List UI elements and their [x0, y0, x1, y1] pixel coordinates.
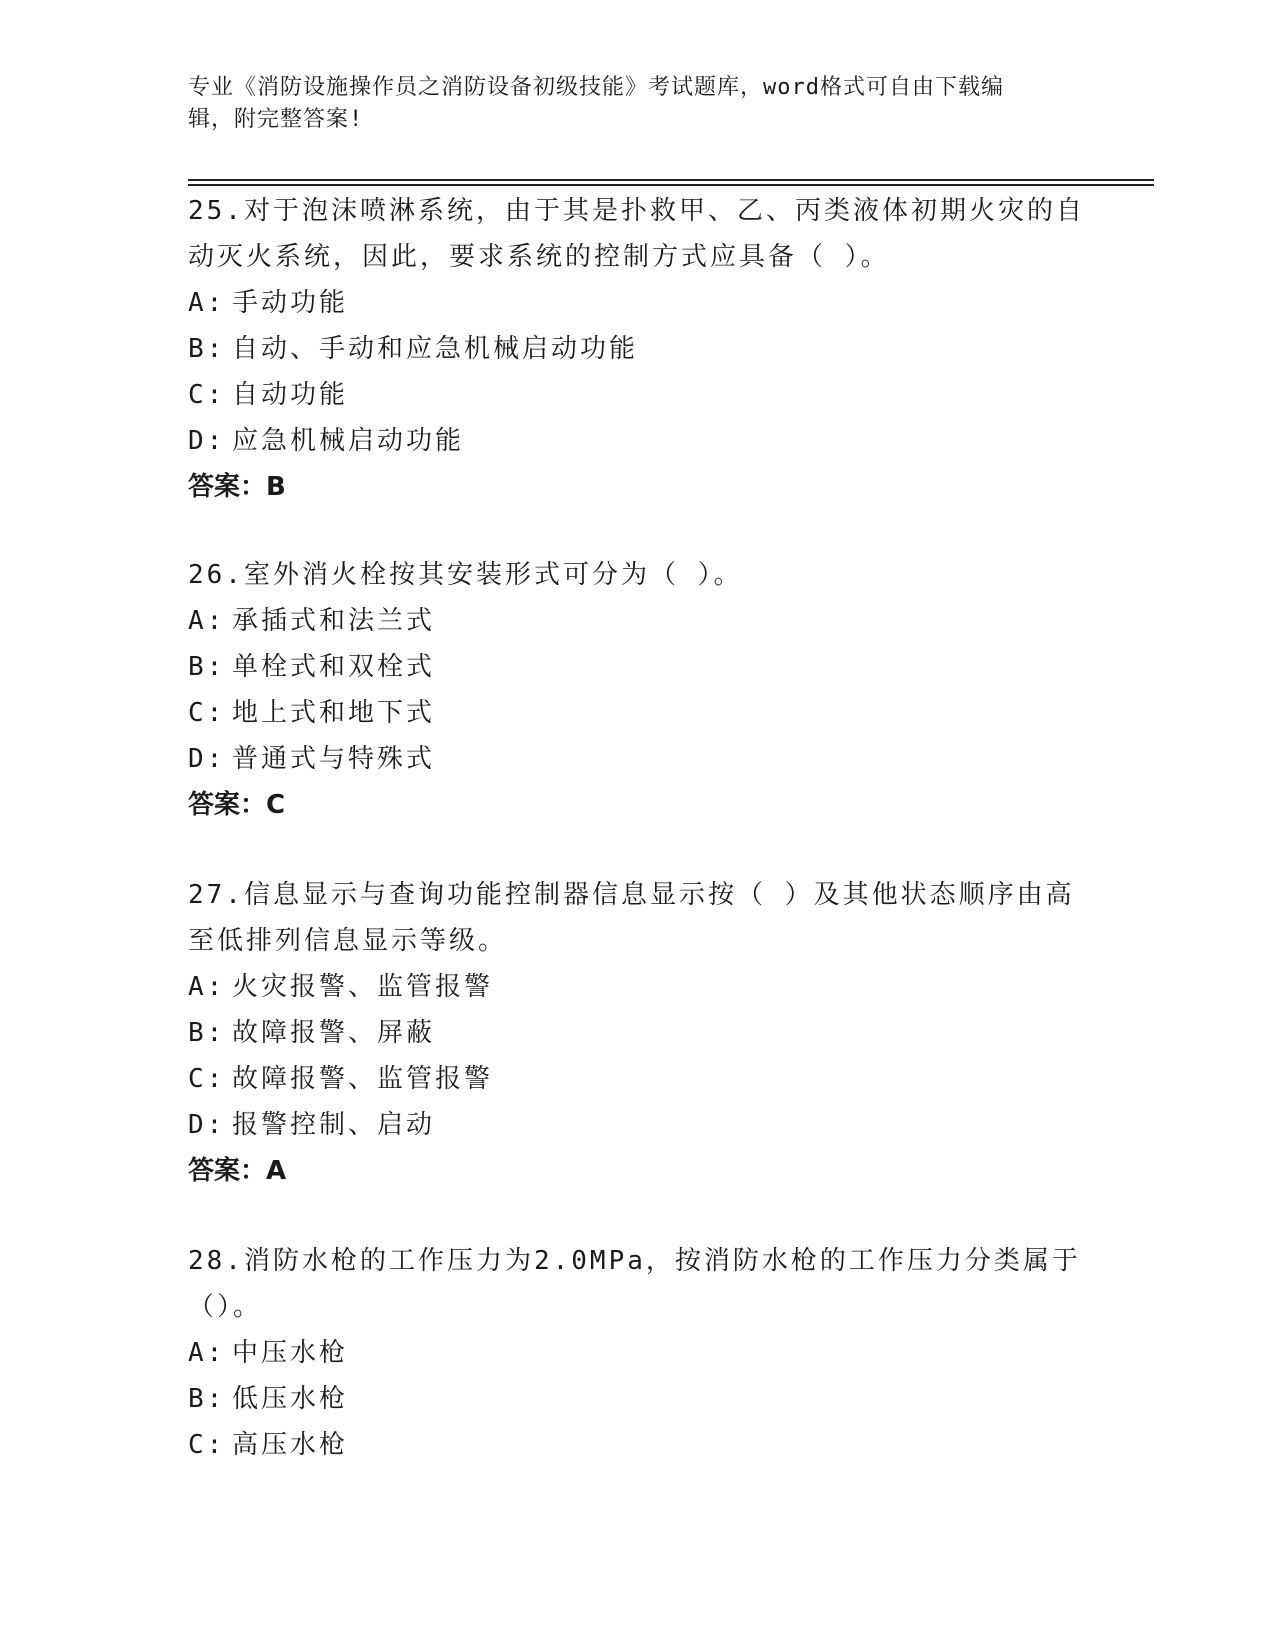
option-c: [188, 690, 1088, 736]
option-c: [188, 1422, 1088, 1468]
option-a: [188, 964, 1088, 1010]
option-text: 故障报警、屏蔽: [232, 1018, 436, 1048]
option-text: 火灾报警、监管报警: [232, 972, 494, 1002]
option-text: 普通式与特殊式: [232, 744, 436, 774]
option-text: 应急机械启动功能: [232, 426, 465, 456]
answer-label: 答案：C: [188, 790, 286, 820]
option-a: [188, 280, 1088, 326]
option-key: B:: [188, 1018, 226, 1048]
option-key: B:: [188, 334, 226, 364]
question-stem: 28.消防水枪的工作压力为2.0MPa，按消防水枪的工作压力分类属于（）。: [188, 1246, 1081, 1322]
option-key: A:: [188, 288, 226, 318]
option-text: 地上式和地下式: [232, 698, 436, 728]
option-a: [188, 1330, 1088, 1376]
option-a: [188, 598, 1088, 644]
option-key: D:: [188, 744, 226, 774]
header-divider-bottom: [188, 184, 1154, 186]
option-text: 高压水枪: [232, 1430, 349, 1460]
option-d: [188, 736, 1088, 782]
answer-label: 答案：A: [188, 1156, 287, 1186]
option-key: A:: [188, 972, 226, 1002]
option-d: [188, 418, 1088, 464]
option-key: D:: [188, 426, 226, 456]
option-key: B:: [188, 652, 226, 682]
option-key: B:: [188, 1384, 226, 1414]
question-stem: 27.信息显示与查询功能控制器信息显示按（ ）及其他状态顺序由高至低排列信息显示等级。: [188, 880, 1075, 956]
option-d: [188, 1102, 1088, 1148]
question-25: [188, 188, 1088, 510]
option-b: [188, 1376, 1088, 1422]
option-key: D:: [188, 1110, 226, 1140]
option-text: 故障报警、监管报警: [232, 1064, 494, 1094]
header-line-2: 辑，附完整答案!: [188, 107, 364, 132]
option-key: A:: [188, 1338, 226, 1368]
option-text: 低压水枪: [232, 1384, 349, 1414]
question-28: [188, 1238, 1088, 1468]
option-text: 单栓式和双栓式: [232, 652, 436, 682]
question-27: [188, 872, 1088, 1194]
answer-label: 答案：B: [188, 472, 286, 502]
option-b: [188, 326, 1088, 372]
option-text: 中压水枪: [232, 1338, 349, 1368]
option-text: 自动、手动和应急机械启动功能: [232, 334, 639, 364]
header-line-1: 专业《消防设施操作员之消防设备初级技能》考试题库，word格式可自由下载编: [188, 75, 1004, 100]
option-text: 自动功能: [232, 380, 349, 410]
question-26: [188, 552, 1088, 828]
header-divider-top: [188, 179, 1154, 181]
question-stem: 25.对于泡沫喷淋系统，由于其是扑救甲、乙、丙类液体初期火灾的自动灭火系统，因此，要求系统的控制方式应具备（ ）。: [188, 196, 1085, 272]
option-key: C:: [188, 1064, 226, 1094]
option-text: 承插式和法兰式: [232, 606, 436, 636]
option-b: [188, 1010, 1088, 1056]
option-key: C:: [188, 1430, 226, 1460]
option-text: 报警控制、启动: [232, 1110, 436, 1140]
question-stem: 26.室外消火栓按其安装形式可分为（ ）。: [188, 560, 743, 590]
option-b: [188, 644, 1088, 690]
option-key: A:: [188, 606, 226, 636]
option-c: [188, 372, 1088, 418]
option-c: [188, 1056, 1088, 1102]
option-key: C:: [188, 380, 226, 410]
option-text: 手动功能: [232, 288, 349, 318]
option-key: C:: [188, 698, 226, 728]
document-header: [188, 72, 1088, 136]
